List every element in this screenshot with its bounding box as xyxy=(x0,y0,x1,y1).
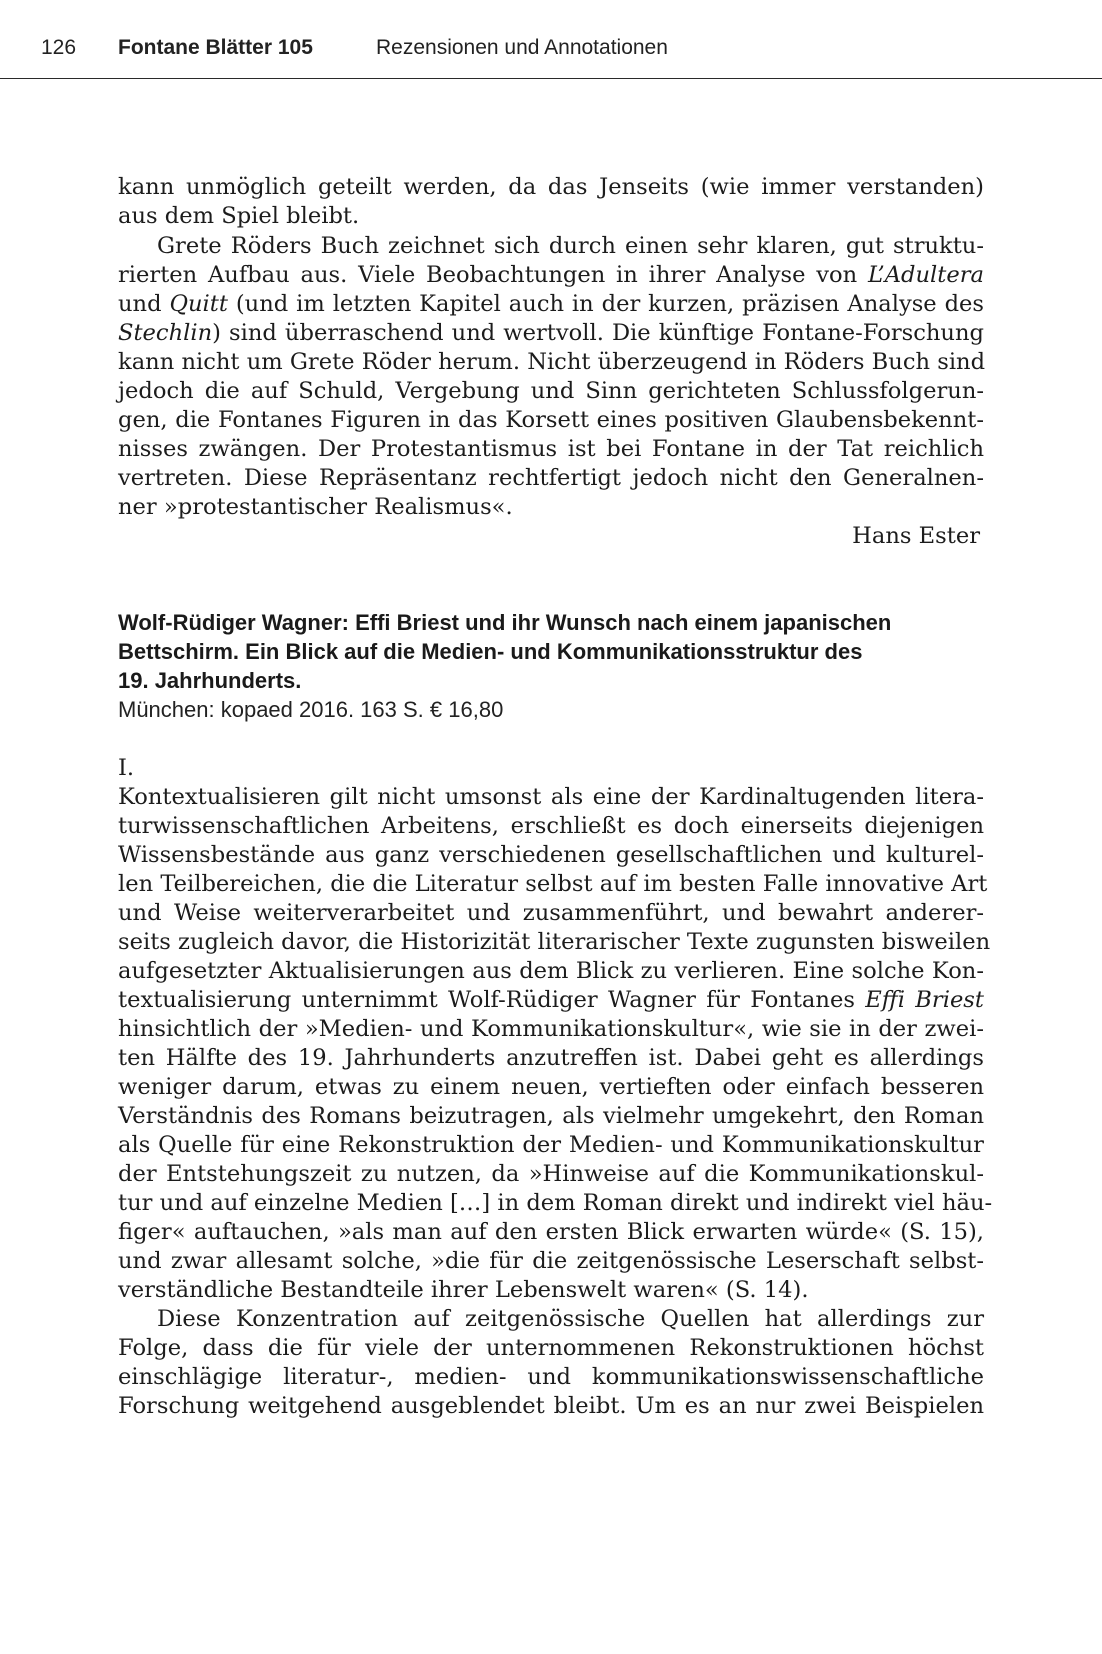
text-line: ten Hälfte des 19. Jahrhunderts anzutreffen ist. Dabei geht es allerdings xyxy=(118,1045,984,1071)
text-line: Folge, dass die für viele der unternommenen Rekonstruktionen höchst xyxy=(118,1335,984,1361)
text-line: seits zugleich davor, die Historizität literarischer Texte zugunsten bisweilen xyxy=(118,929,991,955)
text-line: einschlägige literatur-, medien- und kommunikationswissenschaftliche xyxy=(118,1364,984,1390)
text-line: Verständnis des Romans beizutragen, als vielmehr umgekehrt, den Roman xyxy=(118,1103,984,1129)
text-line: Grete Röders Buch zeichnet sich durch einen sehr klaren, gut struktu- xyxy=(157,233,984,259)
text-line: Wissensbestände aus ganz verschiedenen gesellschaftlichen und kulturel- xyxy=(118,842,984,868)
text-line: und Weise weiterverarbeitet und zusammenführt, und bewahrt anderer- xyxy=(118,900,984,926)
text-line: und Quitt (und im letzten Kapitel auch in der kurzen, präzisen Analyse des xyxy=(118,291,985,317)
text-line: kann unmöglich geteilt werden, da das Jenseits (wie immer verstanden) xyxy=(118,174,984,200)
review-title-line: Bettschirm. Ein Blick auf die Medien- und Kommunikationsstruktur des xyxy=(118,639,863,664)
text-line: aus dem Spiel bleibt. xyxy=(118,203,360,229)
text-line: Kontextualisieren gilt nicht umsonst als eine der Kardinaltugenden litera- xyxy=(118,784,984,810)
text-line: Diese Konzentration auf zeitgenössische Quellen hat allerdings zur xyxy=(157,1306,984,1332)
section-numeral: I. xyxy=(118,755,135,781)
work-title: Effi Briest xyxy=(865,987,984,1013)
text-line: gen, die Fontanes Figuren in das Korsett eines positiven Glaubensbekennt- xyxy=(118,407,984,433)
publication-info: München: kopaed 2016. 163 S. € 16,80 xyxy=(118,697,504,722)
text-line: vertreten. Diese Repräsentanz rechtfertigt jedoch nicht den Generalnen- xyxy=(118,465,984,491)
running-header xyxy=(0,0,1102,79)
review-author: Hans Ester xyxy=(852,523,980,549)
work-title: Stechlin xyxy=(118,320,213,346)
text-line: tur und auf einzelne Medien […] in dem Roman direkt und indirekt viel häu- xyxy=(118,1190,993,1216)
text-line: als Quelle für eine Rekonstruktion der Medien- und Kommunikationskultur xyxy=(118,1132,984,1158)
text-line: der Entstehungszeit zu nutzen, da »Hinweise auf die Kommunikationskul- xyxy=(118,1161,984,1187)
work-title: Quitt xyxy=(169,291,228,317)
text-line: ner »protestantischer Realismus«. xyxy=(118,494,513,520)
text-line: len Teilbereichen, die die Literatur selbst auf im besten Falle innovative Art xyxy=(118,871,988,897)
text-line: Forschung weitgehend ausgeblendet bleibt. Um es an nur zwei Beispielen xyxy=(118,1393,984,1419)
text-line: und zwar allesamt solche, »die für die zeitgenössische Leserschaft selbst- xyxy=(118,1248,984,1274)
text-line: turwissenschaftlichen Arbeitens, erschließt es doch einerseits diejenigen xyxy=(118,813,984,839)
text-line: hinsichtlich der »Medien- und Kommunikationskultur«, wie sie in der zwei- xyxy=(118,1016,984,1042)
text-line: kann nicht um Grete Röder herum. Nicht überzeugend in Röders Buch sind xyxy=(118,349,986,375)
journal-title: Fontane Blätter 105 xyxy=(118,36,313,59)
text-line: nisses zwängen. Der Protestantismus ist bei Fontane in der Tat reichlich xyxy=(118,436,984,462)
text-line: rierten Aufbau aus. Viele Beobachtungen in ihrer Analyse von L’Adultera xyxy=(118,262,984,288)
text-line: textualisierung unternimmt Wolf-Rüdiger Wagner für Fontanes Effi Briest xyxy=(118,987,984,1013)
work-title: L’Adultera xyxy=(867,262,984,288)
text-line: jedoch die auf Schuld, Vergebung und Sinn gerichteten Schlussfolgerun- xyxy=(118,378,984,404)
text-line: verständliche Bestandteile ihrer Lebenswelt waren« (S. 14). xyxy=(118,1277,809,1303)
text-line: aufgesetzter Aktualisierungen aus dem Blick zu verlieren. Eine solche Kon- xyxy=(118,958,984,984)
review-title-line: 19. Jahrhunderts. xyxy=(118,668,302,693)
section-title: Rezensionen und Annotationen xyxy=(376,36,668,59)
text-line: weniger darum, etwas zu einem neuen, vertieften oder einfach besseren xyxy=(118,1074,984,1100)
page-number: 126 xyxy=(41,36,77,59)
review-title-line: Wolf-Rüdiger Wagner: Effi Briest und ihr Wunsch nach einem japanischen xyxy=(118,610,892,635)
text-line: figer« auftauchen, »als man auf den ersten Blick erwarten würde« (S. 15), xyxy=(118,1219,984,1245)
text-line: Stechlin) sind überraschend und wertvoll. Die künftige Fontane-Forschung xyxy=(118,320,984,346)
